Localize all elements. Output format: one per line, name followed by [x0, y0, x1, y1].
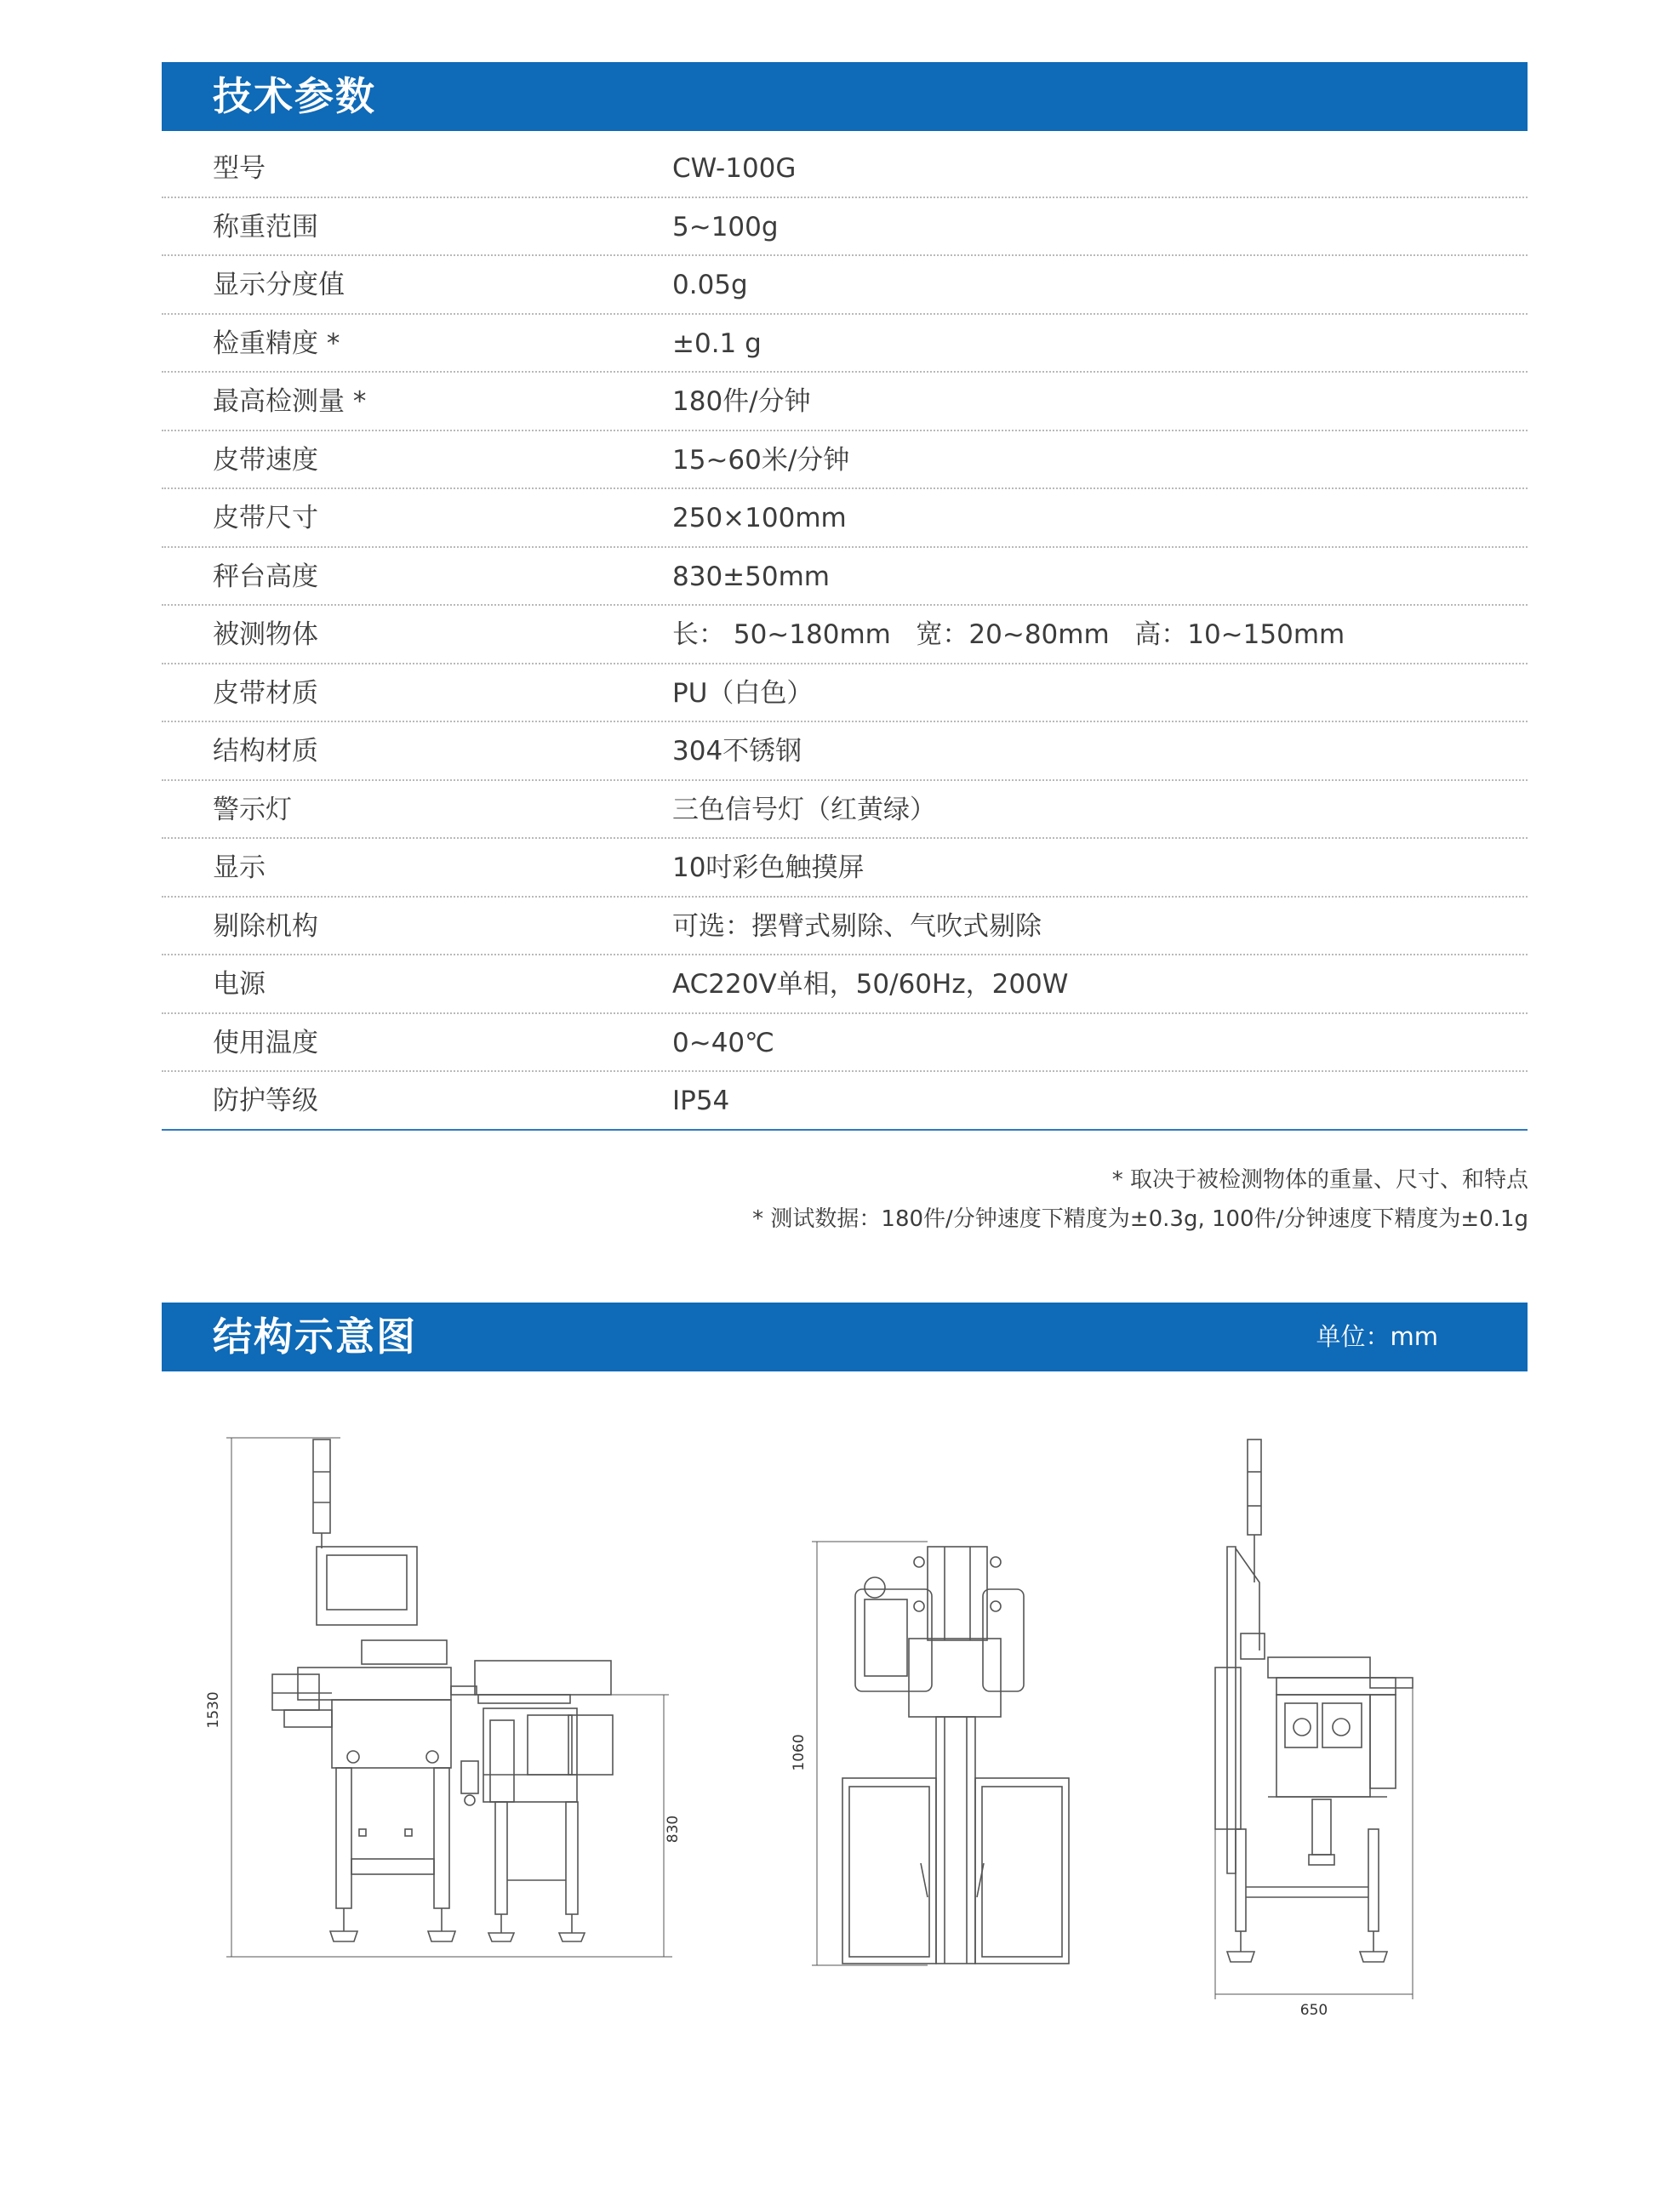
- structure-diagram: [162, 1387, 1528, 2033]
- spec-value: IP54: [672, 1086, 730, 1116]
- table-row: [162, 839, 1528, 898]
- spec-value: 15~60米/分钟: [672, 444, 850, 476]
- spec-label: 称重范围: [213, 211, 318, 242]
- table-row: [162, 431, 1528, 490]
- dimension-table-height: 830: [665, 1815, 682, 1844]
- spec-value: 0.05g: [672, 270, 748, 300]
- spec-label: 结构材质: [213, 736, 318, 767]
- table-row: [162, 722, 1528, 781]
- table-row: [162, 781, 1528, 840]
- spec-value: 0~40℃: [672, 1027, 774, 1058]
- spec-value: ±0.1 g: [672, 328, 762, 359]
- spec-label: 被测物体: [213, 619, 318, 650]
- spec-value: 5~100g: [672, 211, 779, 242]
- table-row: [162, 198, 1528, 257]
- table-row: [162, 898, 1528, 956]
- spec-label: 防护等级: [213, 1086, 318, 1116]
- spec-label: 秤台高度: [213, 561, 318, 592]
- table-row: [162, 373, 1528, 431]
- spec-label: 剔除机构: [213, 910, 318, 942]
- spec-label: 最高检测量 *: [213, 386, 367, 417]
- dimension-depth: 1060: [791, 1734, 808, 1771]
- spec-label: 电源: [213, 969, 266, 1000]
- spec-value: 250×100mm: [672, 503, 847, 533]
- spec-value: 10吋彩色触摸屏: [672, 852, 865, 883]
- spec-label: 皮带速度: [213, 444, 318, 476]
- spec-label: 检重精度 *: [213, 328, 340, 359]
- spec-value: PU（白色）: [672, 677, 814, 709]
- footnote-2: * 测试数据：180件/分钟速度下精度为±0.3g, 100件/分钟速度下精度为±0.1g: [752, 1206, 1528, 1232]
- table-row: [162, 548, 1528, 607]
- spec-label: 显示分度值: [213, 270, 345, 300]
- unit-label: 单位：mm: [1316, 1322, 1438, 1351]
- table-row: [162, 606, 1528, 664]
- table-row: [162, 315, 1528, 373]
- table-row: [162, 1014, 1528, 1073]
- spec-section-header: [162, 62, 1528, 131]
- spec-value: 可选：摆臂式剔除、气吹式剔除: [672, 910, 1042, 942]
- spec-section-title: 技术参数: [213, 73, 376, 119]
- table-row: [162, 489, 1528, 548]
- spec-value: 304不锈钢: [672, 736, 802, 767]
- spec-value: 180件/分钟: [672, 386, 811, 417]
- spec-table: [162, 140, 1528, 1131]
- spec-label: 型号: [213, 153, 266, 184]
- diagram-section-header: [162, 1303, 1528, 1371]
- table-row: [162, 955, 1528, 1014]
- side-view-drawing: [1215, 1440, 1413, 2019]
- spec-label: 皮带材质: [213, 677, 318, 709]
- top-view-drawing: [791, 1542, 1069, 1965]
- table-row: [162, 1072, 1528, 1131]
- spec-label: 显示: [213, 852, 266, 883]
- table-row: [162, 256, 1528, 315]
- spec-value: 830±50mm: [672, 561, 830, 592]
- diagram-section-title: 结构示意图: [213, 1314, 417, 1360]
- spec-label: 警示灯: [213, 794, 292, 825]
- spec-value: 长： 50~180mm 宽：20~80mm 高：10~150mm: [672, 619, 1345, 650]
- spec-value: 三色信号灯（红黄绿）: [672, 794, 936, 825]
- front-view-drawing: [205, 1438, 682, 1957]
- footnote-1: * 取决于被检测物体的重量、尺寸、和特点: [1111, 1167, 1528, 1193]
- dimension-total-height: 1530: [205, 1691, 222, 1729]
- table-row: [162, 140, 1528, 198]
- spec-value: CW-100G: [672, 153, 797, 184]
- table-row: [162, 664, 1528, 723]
- dimension-width: 650: [1299, 2002, 1328, 2019]
- spec-label: 使用温度: [213, 1027, 318, 1058]
- spec-label: 皮带尺寸: [213, 503, 318, 533]
- spec-value: AC220V单相，50/60Hz，200W: [672, 969, 1069, 1000]
